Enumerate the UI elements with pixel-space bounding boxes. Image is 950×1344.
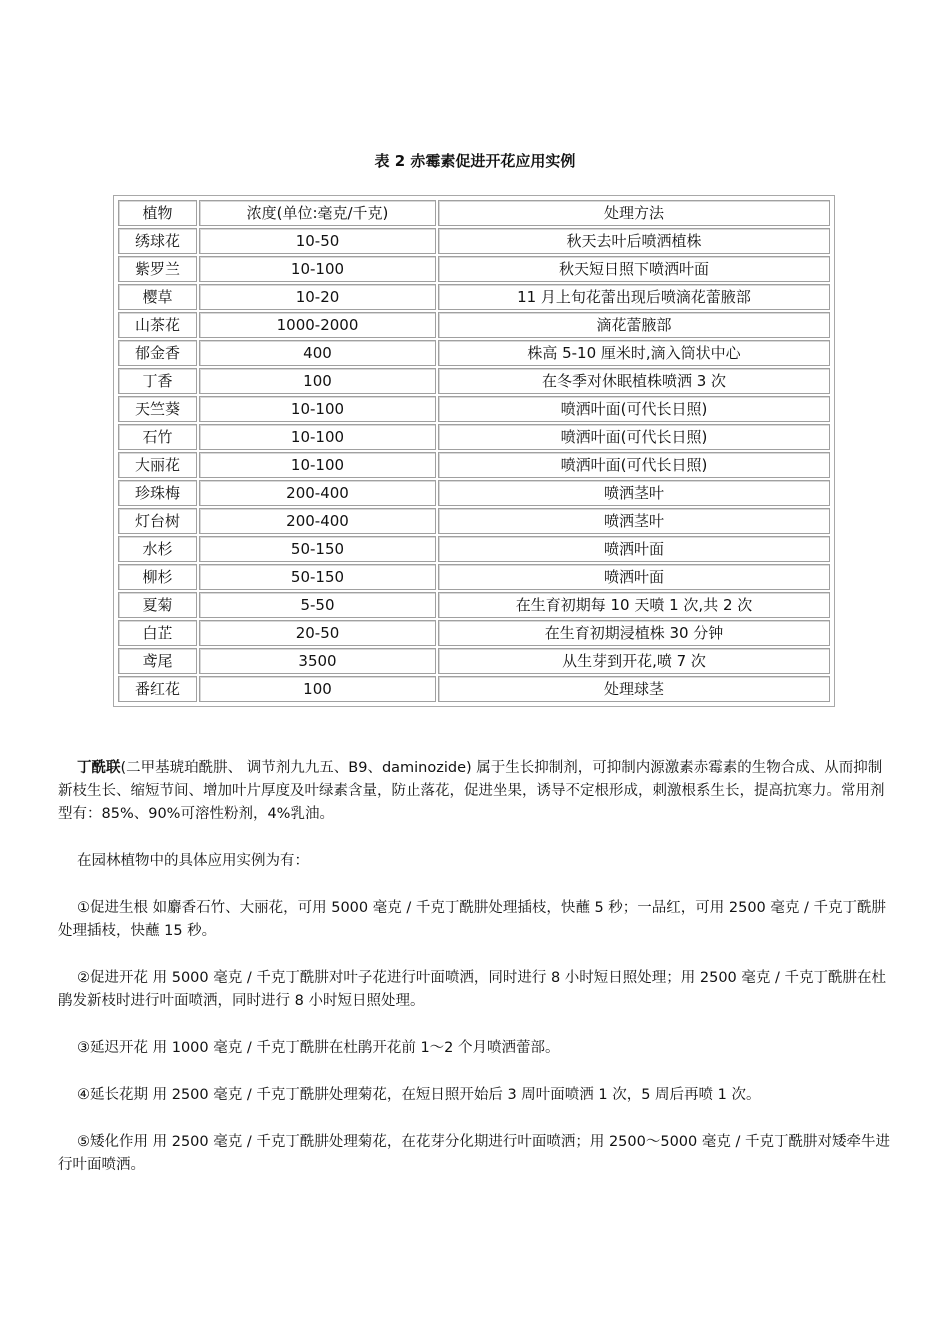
table-row [118, 452, 830, 478]
table-cell-concentration: 10-100 [199, 424, 436, 450]
table-cell-concentration: 3500 [199, 648, 436, 674]
table-cell-method: 喷洒叶面 [438, 564, 830, 590]
table-cell-plant: 郁金香 [118, 340, 197, 366]
table-cell-plant: 丁香 [118, 368, 197, 394]
examples-lead: 在园林植物中的具体应用实例为有： [77, 853, 309, 869]
table-row [118, 676, 830, 702]
table-cell-plant: 山茶花 [118, 312, 197, 338]
table-cell-method: 喷洒茎叶 [438, 508, 830, 534]
table-cell-concentration: 20-50 [199, 620, 436, 646]
example-paragraph-dwarfing: ⑤矮化作用 用 2500 毫克 / 千克丁酰肼处理菊花，在花芽分化期进行叶面喷洒；用 2500～5000 毫克 / 千克丁酰肼对矮牵牛进行叶面喷洒。 [58, 1134, 890, 1173]
table-cell-plant: 樱草 [118, 284, 197, 310]
table-row [118, 284, 830, 310]
table-cell-concentration: 10-100 [199, 396, 436, 422]
table-cell-concentration: 1000-2000 [199, 312, 436, 338]
table-row [118, 620, 830, 646]
table-cell-concentration: 200-400 [199, 480, 436, 506]
table-cell-plant: 夏菊 [118, 592, 197, 618]
table-row [118, 536, 830, 562]
table-cell-plant: 柳杉 [118, 564, 197, 590]
table-cell-method: 从生芽到开花,喷 7 次 [438, 648, 830, 674]
table-row [118, 228, 830, 254]
table-cell-plant: 紫罗兰 [118, 256, 197, 282]
table-row [118, 424, 830, 450]
table-row [118, 256, 830, 282]
table-cell-method: 喷洒叶面 [438, 536, 830, 562]
table-row [118, 508, 830, 534]
table-cell-plant: 大丽花 [118, 452, 197, 478]
table-cell-concentration: 50-150 [199, 536, 436, 562]
table-cell-concentration: 200-400 [199, 508, 436, 534]
table-cell-plant: 番红花 [118, 676, 197, 702]
table-title: 表 2 赤霉素促进开花应用实例 [374, 152, 576, 170]
table-cell-concentration: 400 [199, 340, 436, 366]
table-cell-plant: 珍珠梅 [118, 480, 197, 506]
table-cell-plant: 白芷 [118, 620, 197, 646]
table-cell-concentration: 10-100 [199, 452, 436, 478]
table-cell-concentration: 100 [199, 368, 436, 394]
table-cell-concentration: 10-20 [199, 284, 436, 310]
example-paragraph-flowering: ②促进开花 用 5000 毫克 / 千克丁酰肼对叶子花进行叶面喷洒，同时进行 8 小时短日照处理；用 2500 毫克 / 千克丁酰肼在杜鹃发新枝时进行叶面喷洒，同时进行 8 小时短日照处理。 [58, 970, 886, 1009]
table-cell-plant: 鸢尾 [118, 648, 197, 674]
table-cell-method: 喷洒茎叶 [438, 480, 830, 506]
table-cell-concentration: 100 [199, 676, 436, 702]
table-cell-method: 秋天短日照下喷洒叶面 [438, 256, 830, 282]
gibberellin-table [113, 195, 835, 707]
table-cell-plant: 石竹 [118, 424, 197, 450]
table-header-row [118, 200, 830, 226]
table-cell-plant: 灯台树 [118, 508, 197, 534]
table-row [118, 368, 830, 394]
table-cell-plant: 天竺葵 [118, 396, 197, 422]
table-row [118, 564, 830, 590]
table-cell-method: 秋天去叶后喷洒植株 [438, 228, 830, 254]
header-cell-method: 处理方法 [438, 200, 830, 226]
table-cell-concentration: 5-50 [199, 592, 436, 618]
table-cell-method: 在生育初期每 10 天喷 1 次,共 2 次 [438, 592, 830, 618]
table-cell-method: 喷洒叶面(可代长日照) [438, 424, 830, 450]
table-row [118, 340, 830, 366]
header-cell-plant: 植物 [118, 200, 197, 226]
example-paragraph-extend: ④延长花期 用 2500 毫克 / 千克丁酰肼处理菊花，在短日照开始后 3 周叶面喷洒 1 次，5 周后再喷 1 次。 [77, 1087, 761, 1103]
intro-text: (二甲基琥珀酰肼、 调节剂九九五、B9、daminozide) 属于生长抑制剂，可抑制内源激素赤霉素的生物合成、从而抑制新枝生长、缩短节间、增加叶片厚度及叶绿素含量，防止落花，促进坐果，诱导不定根形成，刺激根系生长，提高抗寒力。常用剂型有：85%、90%可溶性粉剂，4%乳油。 [58, 760, 885, 822]
table-row [118, 592, 830, 618]
table-cell-concentration: 10-50 [199, 228, 436, 254]
intro-paragraph [58, 757, 894, 826]
table-row [118, 480, 830, 506]
table-row [118, 396, 830, 422]
table-cell-concentration: 50-150 [199, 564, 436, 590]
table-cell-method: 处理球茎 [438, 676, 830, 702]
table-row [118, 312, 830, 338]
table-cell-plant: 水杉 [118, 536, 197, 562]
table-cell-concentration: 10-100 [199, 256, 436, 282]
table-cell-method: 滴花蕾腋部 [438, 312, 830, 338]
table-row [118, 648, 830, 674]
table-body [118, 200, 830, 702]
table-cell-method: 11 月上旬花蕾出现后喷滴花蕾腋部 [438, 284, 830, 310]
body-text [58, 757, 894, 1201]
table-cell-method: 在生育初期浸植株 30 分钟 [438, 620, 830, 646]
table-cell-method: 喷洒叶面(可代长日照) [438, 452, 830, 478]
data-table [116, 198, 832, 704]
intro-term: 丁酰联 [77, 760, 121, 776]
header-cell-concentration: 浓度(单位:毫克/千克) [199, 200, 436, 226]
table-cell-plant: 绣球花 [118, 228, 197, 254]
table-cell-method: 喷洒叶面(可代长日照) [438, 396, 830, 422]
example-paragraph-rooting: ①促进生根 如麝香石竹、大丽花，可用 5000 毫克 / 千克丁酰肼处理插枝，快蘸 5 秒；一品红，可用 2500 毫克 / 千克丁酰肼处理插枝，快蘸 15 秒。 [58, 900, 886, 939]
example-paragraph-delay: ③延迟开花 用 1000 毫克 / 千克丁酰肼在杜鹃开花前 1～2 个月喷洒蕾部。 [77, 1040, 560, 1056]
table-cell-method: 株高 5-10 厘米时,滴入筒状中心 [438, 340, 830, 366]
table-cell-method: 在冬季对休眠植株喷洒 3 次 [438, 368, 830, 394]
